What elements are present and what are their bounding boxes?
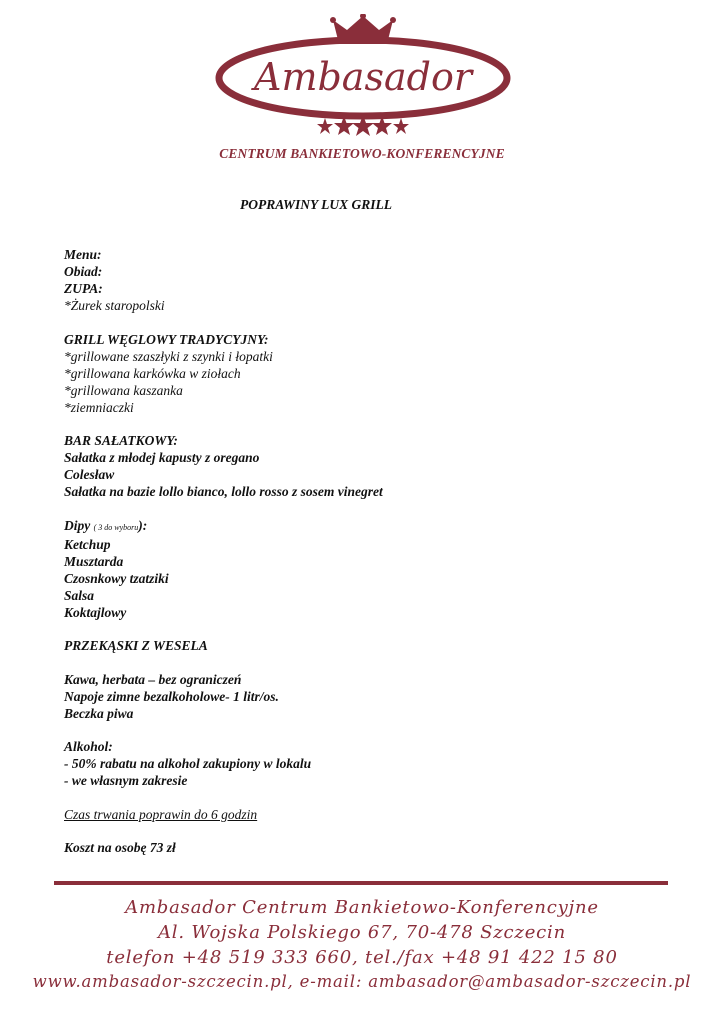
- menu-body: [64, 246, 664, 856]
- list-item: *grillowana karkówka w ziołach: [64, 365, 241, 381]
- list-item: *ziemniaczki: [64, 399, 134, 415]
- list-item: - 50% rabatu na alkohol zakupiony w lokalu: [64, 756, 312, 771]
- menu-label: Menu:: [64, 247, 102, 262]
- ambasador-logo: [215, 14, 511, 138]
- footer-address: Al. Wojska Polskiego 67, 70-478 Szczecin: [158, 922, 566, 943]
- list-item: Beczka piwa: [64, 705, 134, 721]
- list-item: Napoje zimne bezalkoholowe- 1 litr/os.: [64, 688, 279, 704]
- salad-heading: BAR SAŁATKOWY:: [64, 433, 178, 448]
- dips-heading: [64, 517, 664, 536]
- dips-suffix: ):: [138, 517, 148, 533]
- dips-note: ( 3 do wyboru: [93, 522, 139, 532]
- duration-note: Czas trwania poprawin do 6 godzin: [64, 806, 258, 822]
- list-item: Sałatka na bazie lollo bianco, lollo rosso z sosem vinegret: [64, 484, 383, 499]
- company-subtitle: CENTRUM BANKIETOWO-KONFERENCYJNE: [219, 146, 505, 161]
- obiad-label: Obiad:: [64, 264, 103, 279]
- price-per-person: Koszt na osobę 73 zł: [64, 840, 176, 855]
- zupa-heading: ZUPA:: [64, 281, 103, 296]
- list-item: *grillowane szaszłyki z szynki i łopatki: [64, 348, 273, 364]
- snacks-heading: PRZEKĄSKI Z WESELA: [64, 638, 208, 653]
- list-item: Koktajlowy: [64, 604, 127, 620]
- footer-web-email: www.ambasador-szczecin.pl, e-mail: ambasador@ambasador-szczecin.pl: [32, 972, 692, 991]
- footer-company-name: Ambasador Centrum Bankietowo-Konferencyjne: [125, 897, 599, 918]
- footer-phone: telefon +48 519 333 660, tel./fax +48 91 422 15 80: [106, 947, 618, 968]
- dips-label: Dipy: [64, 517, 91, 533]
- list-item: Colesław: [64, 467, 115, 482]
- document-title: POPRAWINY LUX GRILL: [240, 197, 393, 212]
- alcohol-heading: Alkohol:: [64, 739, 113, 754]
- grill-heading: GRILL WĘGLOWY TRADYCYJNY:: [64, 331, 269, 347]
- logo-text: Ambasador: [254, 55, 472, 99]
- list-item: Czosnkowy tzatziki: [64, 570, 169, 586]
- list-item: *grillowana kaszanka: [64, 382, 183, 398]
- list-item: Musztarda: [64, 553, 124, 569]
- list-item: Sałatka z młodej kapusty z oregano: [64, 450, 260, 465]
- list-item: Salsa: [64, 587, 95, 603]
- list-item: Kawa, herbata – bez ograniczeń: [64, 671, 242, 687]
- list-item: *Żurek staropolski: [64, 298, 165, 313]
- list-item: Ketchup: [64, 536, 111, 552]
- footer-divider: [54, 881, 668, 885]
- list-item: - we własnym zakresie: [64, 773, 188, 788]
